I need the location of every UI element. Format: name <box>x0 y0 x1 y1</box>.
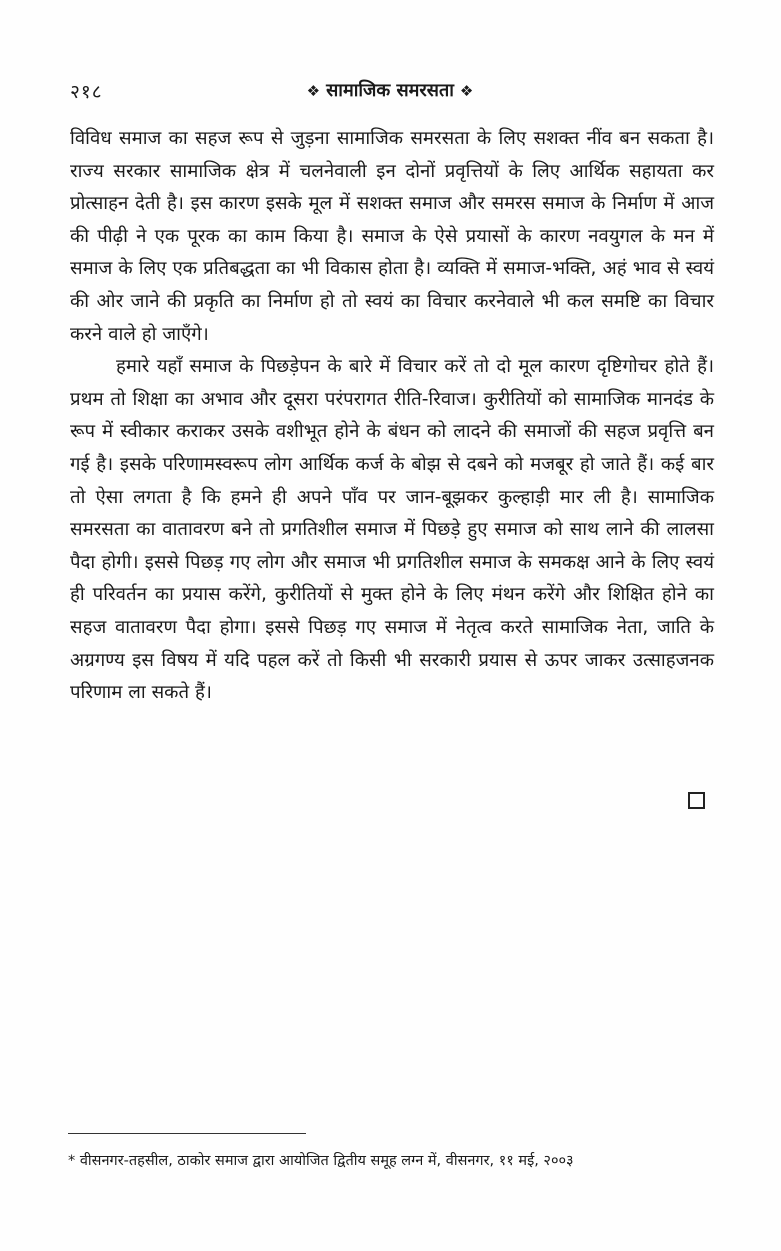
ornament-right-icon: ❖ <box>459 82 474 100</box>
footnote-divider <box>68 1133 306 1134</box>
running-title-text: सामाजिक समरसता <box>326 80 454 101</box>
body-text <box>70 123 714 710</box>
footnote: * वीसनगर-तहसील, ठाकोर समाज द्वारा आयोजित द्वितीय समूह लग्न में, वीसनगर, ११ मई, २००३ <box>68 1153 574 1169</box>
paragraph-1: विविध समाज का सहज रूप से जुड़ना सामाजिक समरसता के लिए सशक्त नींव बन सकता है। राज्य सरकार सामाजिक क्षेत्र में चलनेवाली इन दोनों प्रवृत्तियों के लिए आर्थिक सहायता कर प्रोत्साहन देती है। इस कारण इसके मूल में सशक्त समाज और समरस समाज के निर्माण में आज की पीढ़ी ने एक पूरक का काम किया है। समाज के ऐसे प्रयासों के कारण नवयुगल के मन में समाज के लिए एक प्रतिबद्धता का भी विकास होता है। व्यक्ति में समाज-भक्ति, अहं भाव से स्वयं की ओर जाने की प्रकृति का निर्माण हो तो स्वयं का विचार करनेवाले भी कल समष्टि का विचार करने वाले हो जाएँगे। <box>70 128 714 345</box>
section-end-square-icon <box>688 792 705 809</box>
page-number: २१८ <box>70 81 103 103</box>
paragraph-2: हमारे यहाँ समाज के पिछड़ेपन के बारे में विचार करें तो दो मूल कारण दृष्टिगोचर होते हैं। प्रथम तो शिक्षा का अभाव और दूसरा परंपरागत रीति-रिवाज। कुरीतियों को सामाजिक मानदंड के रूप में स्वीकार कराकर उसके वशीभूत होने के बंधन को लादने की समाजों की सहज प्रवृत्ति बन गई है। इसके परिणामस्वरूप लोग आर्थिक कर्ज के बोझ से दबने को मजबूर हो जाते हैं। कई बार तो ऐसा लगता है कि हमने ही अपने पाँव पर जान-बूझकर कुल्हाड़ी मार ली है। सामाजिक समरसता का वातावरण बने तो प्रगतिशील समाज में पिछड़े हुए समाज को साथ लाने की लालसा पैदा होगी। इससे पिछड़ गए लोग और समाज भी प्रगतिशील समाज के समकक्ष आने के लिए स्वयं ही परिवर्तन का प्रयास करेंगे, कुरीतियों से मुक्त होने के लिए मंथन करेंगे और शिक्षित होने का सहज वातावरण पैदा होगा। इससे पिछड़ गए समाज में नेतृत्व करते सामाजिक नेता, जाति के अग्रगण्य इस विषय में यदि पहल करें तो किसी भी सरकारी प्रयास से ऊपर जाकर उत्साहजनक परिणाम ला सकते हैं। <box>70 356 714 704</box>
ornament-left-icon: ❖ <box>306 82 321 100</box>
page-header <box>70 78 710 106</box>
running-title <box>70 78 710 102</box>
